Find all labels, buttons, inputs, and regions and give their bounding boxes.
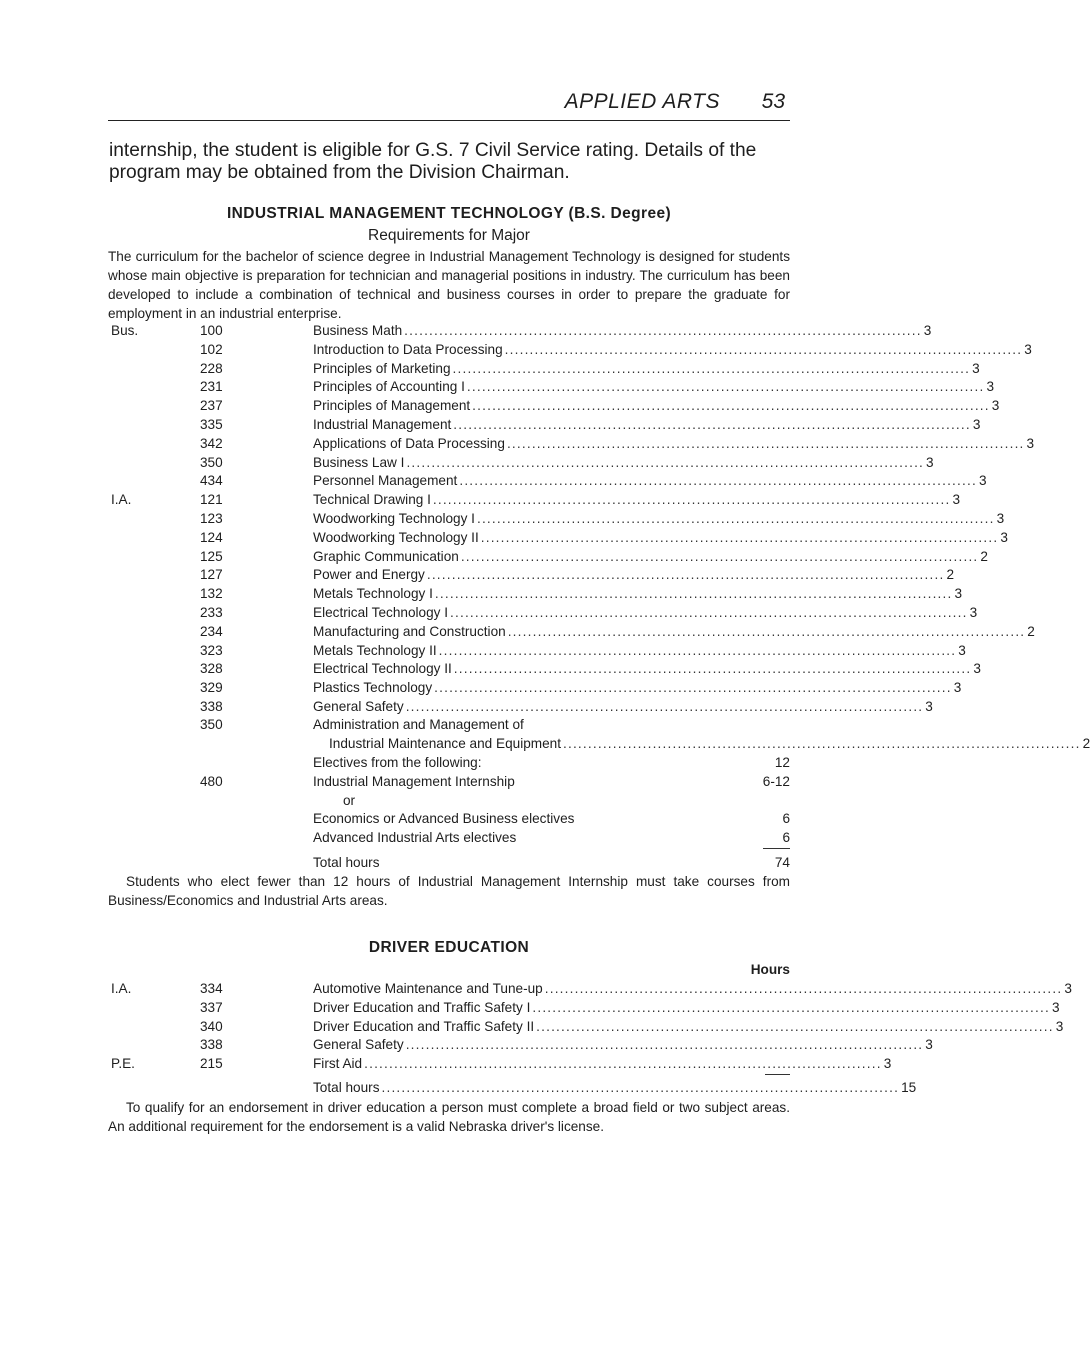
- course-number: 334: [200, 981, 223, 996]
- course-leader: [313, 678, 962, 697]
- dot-leader: ........................................................................................................: [563, 736, 1081, 751]
- course-row: [108, 715, 790, 734]
- intro-paragraph: internship, the student is eligible for G.S. 7 Civil Service rating. Details of the program may be obtained from the Division Chairman.: [109, 140, 757, 183]
- course-row: [108, 359, 980, 378]
- course-leader: [313, 979, 1072, 998]
- driver-note: To qualify for an endorsement in driver education a person must complete a broad field or two subject areas. An additional requirement for the endorsement is a valid Nebraska driver's license.: [108, 1100, 790, 1134]
- course-hours: 3: [972, 417, 981, 432]
- course-number: 132: [200, 586, 223, 602]
- course-hours: 6-12: [762, 774, 790, 789]
- course-title: Technical Drawing I: [313, 492, 431, 508]
- dot-leader: ........................................................................................................: [453, 661, 972, 677]
- dot-leader: ........................................................................................................: [476, 511, 995, 526]
- course-hours: 2: [946, 567, 954, 583]
- course-row: [108, 490, 961, 509]
- dot-leader: ........................................................................................................: [450, 605, 968, 620]
- course-number: 102: [200, 341, 223, 357]
- dot-leader: ........................................................................................................: [507, 623, 1026, 639]
- course-number: 228: [200, 360, 223, 376]
- running-head-title: APPLIED ARTS: [564, 90, 720, 113]
- total-label: Total hours: [313, 855, 380, 870]
- dot-leader: ........................................................................................................: [406, 454, 925, 470]
- course-number: 215: [200, 1056, 223, 1072]
- course-row: [108, 415, 981, 434]
- dot-leader: ........................................................................................................: [459, 473, 977, 489]
- total-hours: 74: [774, 855, 790, 870]
- course-title: Graphic Communication: [313, 548, 459, 564]
- course-hours: 3: [953, 680, 962, 696]
- course-row: [108, 622, 1035, 641]
- hours-header-row: [108, 960, 790, 979]
- course-number: 340: [200, 1018, 223, 1034]
- course-title: Industrial Maintenance and Equipment: [329, 736, 561, 751]
- sum-rule: [765, 1074, 790, 1075]
- course-title: Personnel Management: [313, 473, 458, 489]
- dot-leader: ........................................................................................................: [426, 567, 945, 583]
- course-leader: [313, 622, 1035, 641]
- electives-row: [108, 753, 790, 772]
- course-number: 350: [200, 717, 223, 732]
- course-leader: [313, 377, 995, 396]
- course-row: [108, 396, 1000, 415]
- total-label: Total hours: [313, 1080, 380, 1095]
- course-department: I.A.: [111, 981, 132, 996]
- dot-leader: ........................................................................................................: [381, 1080, 900, 1095]
- course-title: General Safety: [313, 699, 404, 714]
- dot-leader: ........................................................................................................: [480, 529, 999, 545]
- course-row: [108, 471, 987, 490]
- course-row: [108, 1054, 892, 1073]
- page-header: [108, 88, 790, 121]
- course-leader: [313, 565, 954, 584]
- course-leader: [313, 340, 1032, 359]
- dot-leader: ........................................................................................................: [460, 548, 979, 564]
- course-leader: [313, 396, 1000, 415]
- dot-leader: ........................................................................................................: [466, 379, 985, 395]
- course-row: [108, 697, 933, 716]
- course-title: Applications of Data Processing: [313, 435, 505, 451]
- course-number: 121: [200, 492, 223, 508]
- course-leader: [313, 1035, 933, 1054]
- course-title: Metals Technology II: [313, 642, 437, 658]
- course-hours: 3: [958, 642, 966, 658]
- course-title: Industrial Management: [313, 417, 452, 432]
- course-title: Power and Energy: [313, 567, 425, 583]
- dot-leader: ........................................................................................................: [453, 417, 971, 432]
- course-row: [108, 998, 1060, 1017]
- course-title: Driver Education and Traffic Safety I: [313, 999, 531, 1015]
- imt-section-title: INDUSTRIAL MANAGEMENT TECHNOLOGY (B.S. Degree): [226, 205, 672, 222]
- course-leader: [313, 415, 981, 434]
- course-number: 338: [200, 1037, 223, 1053]
- course-number: 328: [200, 661, 223, 677]
- course-leader: [313, 547, 988, 566]
- imt-note: Students who elect fewer than 12 hours of Industrial Management Internship must take courses from Business/Economics and Industrial Arts areas.: [108, 874, 790, 908]
- course-row: [108, 678, 962, 697]
- course-title: Woodworking Technology I: [313, 511, 475, 526]
- course-leader: [313, 321, 932, 340]
- course-row: [108, 509, 1005, 528]
- course-hours: 3: [973, 661, 981, 677]
- course-title: Plastics Technology: [313, 680, 433, 696]
- course-hours: 3: [1026, 435, 1035, 451]
- imt-description: The curriculum for the bachelor of science degree in Industrial Management Technology is designed for students whose main objective is preparation for technician and managerial positions in industry. The curriculum has been developed to include a combination of technical and business courses in order to prepare the graduate for employment in an industrial enterprise.: [108, 249, 790, 321]
- course-number: 329: [200, 680, 223, 696]
- course-leader: [329, 734, 1090, 753]
- elective-hours: 6: [782, 811, 790, 826]
- course-title: Principles of Accounting I: [313, 379, 465, 395]
- course-title: Introduction to Data Processing: [313, 341, 503, 357]
- course-hours: 3: [986, 379, 995, 395]
- course-title: Woodworking Technology II: [313, 529, 479, 545]
- dot-leader: ........................................................................................................: [472, 398, 990, 414]
- course-title: Manufacturing and Construction: [313, 623, 506, 639]
- course-hours: 3: [954, 586, 963, 602]
- course-hours: 2: [1027, 623, 1035, 639]
- course-row: [108, 547, 988, 566]
- dot-leader: ........................................................................................................: [536, 1018, 1054, 1034]
- total-hours: 15: [901, 1080, 917, 1095]
- dot-leader: ........................................................................................................: [434, 680, 952, 696]
- course-number: 338: [200, 699, 223, 714]
- course-hours: 3: [926, 454, 934, 470]
- course-department: Bus.: [111, 323, 139, 338]
- course-number: 125: [200, 548, 223, 564]
- course-number: 123: [200, 511, 223, 526]
- course-leader: [313, 528, 1008, 547]
- internship-row: [108, 772, 790, 791]
- course-row: [108, 979, 1072, 998]
- elective-title: Advanced Industrial Arts electives: [313, 830, 517, 845]
- course-row: [108, 340, 1032, 359]
- course-number: 124: [200, 529, 223, 545]
- course-number: 434: [200, 473, 223, 489]
- course-row: [108, 434, 1035, 453]
- course-leader: [313, 697, 933, 716]
- course-hours: 3: [1000, 529, 1008, 545]
- course-row-continuation: [108, 734, 1090, 753]
- course-hours: 3: [969, 605, 978, 620]
- course-number: 100: [200, 323, 223, 338]
- or-row: [108, 791, 790, 810]
- course-hours: 3: [1051, 999, 1060, 1015]
- hours-column-header: Hours: [750, 962, 790, 977]
- course-row: [108, 659, 981, 678]
- dot-leader: ........................................................................................................: [532, 999, 1050, 1015]
- course-number: 127: [200, 567, 223, 583]
- course-title: Administration and Management of: [313, 717, 524, 732]
- course-hours: 3: [972, 360, 980, 376]
- course-row: [108, 321, 932, 340]
- course-number: 231: [200, 379, 223, 395]
- course-hours: 3: [1064, 981, 1072, 996]
- course-row: [108, 528, 1008, 547]
- course-leader: [313, 603, 978, 622]
- driver-section-title: DRIVER EDUCATION: [368, 939, 530, 956]
- driver-total-row: [108, 1078, 917, 1097]
- course-title: General Safety: [313, 1037, 404, 1053]
- or-label: or: [343, 793, 356, 808]
- electives-hours: 12: [774, 755, 790, 770]
- course-number: 237: [200, 398, 223, 414]
- course-title: Industrial Management Internship: [313, 774, 515, 789]
- course-row: [108, 641, 966, 660]
- dot-leader: ........................................................................................................: [434, 586, 953, 602]
- course-hours: 3: [925, 1037, 933, 1053]
- course-hours: 3: [978, 473, 987, 489]
- course-department: P.E.: [111, 1056, 135, 1072]
- course-hours: 3: [923, 323, 932, 338]
- course-title: Business Law I: [313, 454, 405, 470]
- dot-leader: ........................................................................................................: [452, 360, 971, 376]
- course-hours: 3: [991, 398, 1000, 414]
- course-hours: 3: [1024, 341, 1032, 357]
- course-row: [108, 603, 978, 622]
- course-number: 350: [200, 454, 223, 470]
- course-hours: 3: [883, 1056, 892, 1072]
- course-hours: 2: [980, 548, 988, 564]
- course-row: [108, 1035, 933, 1054]
- course-title: First Aid: [313, 1056, 363, 1072]
- course-department: I.A.: [111, 492, 132, 508]
- course-row: [108, 565, 954, 584]
- course-title: Electrical Technology II: [313, 661, 452, 677]
- dot-leader: ........................................................................................................: [405, 1037, 924, 1053]
- course-hours: 3: [925, 699, 933, 714]
- course-hours: 2: [1082, 736, 1090, 751]
- page-number: 53: [761, 90, 785, 113]
- course-title: Business Math: [313, 323, 403, 338]
- sum-rule: [763, 848, 790, 849]
- dot-leader: ........................................................................................................: [364, 1056, 882, 1072]
- course-hours: 3: [1055, 1018, 1064, 1034]
- course-title: Electrical Technology I: [313, 605, 449, 620]
- electives-label: Electives from the following:: [313, 755, 482, 770]
- course-leader: [313, 453, 934, 472]
- dot-leader: ........................................................................................................: [504, 341, 1023, 357]
- course-row: [108, 377, 995, 396]
- course-leader: [313, 659, 981, 678]
- course-number: 233: [200, 605, 223, 620]
- imt-total-row: [108, 853, 790, 872]
- course-leader: [313, 998, 1060, 1017]
- course-title: Driver Education and Traffic Safety II: [313, 1018, 535, 1034]
- course-leader: [313, 1054, 892, 1073]
- course-leader: [313, 1017, 1064, 1036]
- course-title: Automotive Maintenance and Tune-up: [313, 981, 543, 996]
- elective-hours: 6: [782, 830, 790, 845]
- course-leader: [313, 584, 963, 603]
- course-hours: 3: [952, 492, 961, 508]
- dot-leader: ........................................................................................................: [404, 323, 922, 338]
- course-title: Metals Technology I: [313, 586, 433, 602]
- total-leader: [313, 1078, 917, 1097]
- course-number: 335: [200, 417, 223, 432]
- course-number: 337: [200, 999, 223, 1015]
- dot-leader: ........................................................................................................: [544, 981, 1063, 996]
- elective-title: Economics or Advanced Business electives: [313, 811, 575, 826]
- course-number: 480: [200, 774, 223, 789]
- course-row: [108, 1017, 1064, 1036]
- course-number: 342: [200, 435, 223, 451]
- course-leader: [313, 641, 966, 660]
- imt-section-subtitle: Requirements for Major: [368, 227, 530, 244]
- course-title: Principles of Management: [313, 398, 471, 414]
- course-hours: 3: [996, 511, 1005, 526]
- course-leader: [313, 509, 1005, 528]
- course-number: 323: [200, 642, 223, 658]
- dot-leader: ........................................................................................................: [506, 435, 1025, 451]
- course-number: 234: [200, 623, 223, 639]
- course-title: Principles of Marketing: [313, 360, 451, 376]
- econ-electives-row: [108, 809, 790, 828]
- course-leader: [313, 434, 1035, 453]
- course-leader: [313, 490, 961, 509]
- dot-leader: ........................................................................................................: [438, 642, 957, 658]
- course-row: [108, 584, 963, 603]
- course-leader: [313, 359, 980, 378]
- ia-electives-row: [108, 828, 790, 847]
- course-row: [108, 453, 934, 472]
- dot-leader: ........................................................................................................: [432, 492, 951, 508]
- dot-leader: ........................................................................................................: [405, 699, 924, 714]
- course-leader: [313, 471, 987, 490]
